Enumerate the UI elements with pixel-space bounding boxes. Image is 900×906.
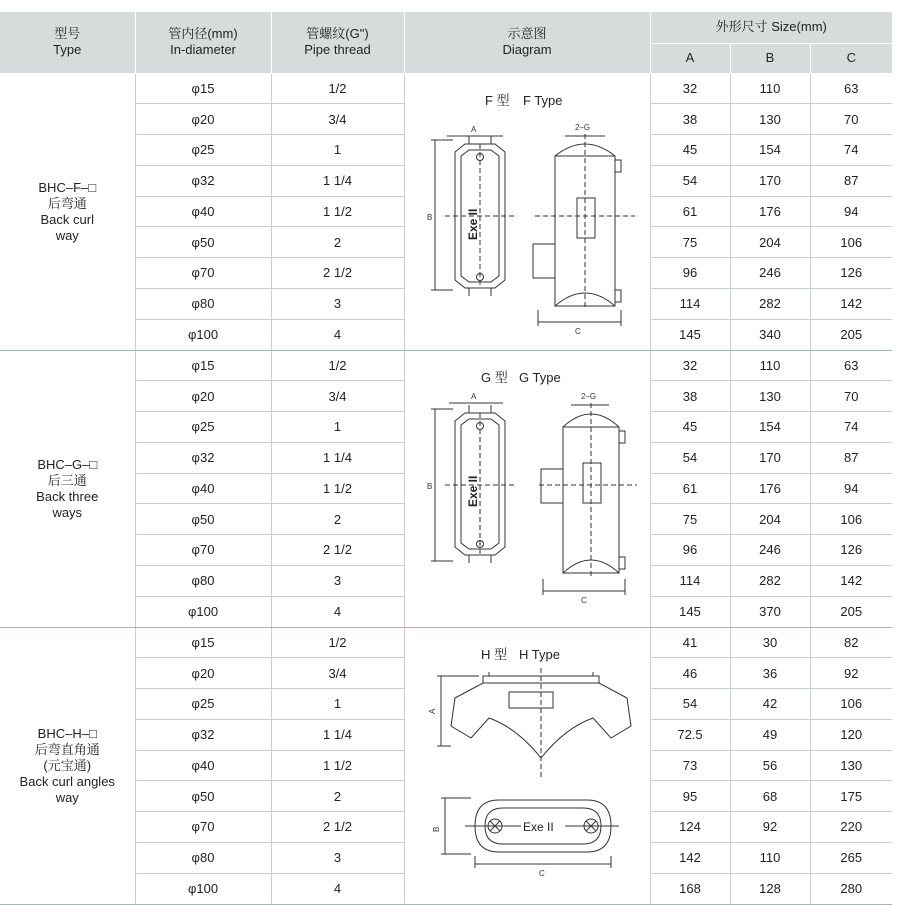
size-b-cell: 246 — [730, 258, 810, 289]
front-view — [427, 392, 515, 563]
exe-mark: Exe II — [522, 819, 554, 834]
diameter-cell: φ32 — [135, 165, 271, 196]
diameter-cell: φ25 — [135, 135, 271, 166]
thread-cell: 1 1/2 — [271, 196, 404, 227]
exe-mark: Exe II — [465, 208, 480, 240]
type-line: BHC–H–□ — [37, 725, 97, 741]
dim-2g-label: 2–G — [580, 391, 596, 401]
thread-cell: 4 — [271, 596, 404, 627]
diameter-cell: φ100 — [135, 873, 271, 904]
diameter-cell: φ70 — [135, 258, 271, 289]
thread-cell: 2 — [271, 781, 404, 812]
size-a-cell: 38 — [650, 381, 730, 412]
header-diagram — [404, 12, 650, 73]
type-cell — [0, 73, 135, 350]
header-type-cn: 型号 — [54, 26, 81, 42]
size-a-cell: 45 — [650, 135, 730, 166]
diagram-cell — [404, 627, 650, 904]
size-a-cell: 54 — [650, 442, 730, 473]
size-b-cell: 154 — [730, 135, 810, 166]
header-type-en: Type — [53, 42, 82, 58]
size-c-cell: 70 — [810, 104, 892, 135]
dim-b-label: B — [426, 212, 432, 222]
header-diam-en: In-diameter — [170, 42, 236, 58]
size-c-cell: 82 — [810, 627, 892, 658]
dim-a-label: A — [427, 708, 437, 714]
header-col-a: A — [650, 43, 730, 73]
type-cell — [0, 350, 135, 627]
dim-b-label: B — [431, 826, 441, 832]
header-diagram-cn: 示意图 — [507, 26, 547, 42]
size-a-cell: 72.5 — [650, 719, 730, 750]
diagram-cell — [404, 73, 650, 350]
size-b-cell: 204 — [730, 227, 810, 258]
size-c-cell: 120 — [810, 719, 892, 750]
thread-cell: 4 — [271, 319, 404, 350]
thread-cell: 1 1/4 — [271, 442, 404, 473]
size-a-cell: 73 — [650, 750, 730, 781]
diameter-cell: φ40 — [135, 196, 271, 227]
thread-cell: 3/4 — [271, 381, 404, 412]
diameter-cell: φ15 — [135, 350, 271, 381]
type-line: ways — [52, 504, 83, 520]
size-a-cell: 32 — [650, 350, 730, 381]
type-line: 后三通 — [47, 472, 87, 488]
diameter-cell: φ70 — [135, 812, 271, 843]
thread-cell: 1/2 — [271, 350, 404, 381]
size-c-cell: 126 — [810, 535, 892, 566]
thread-cell: 3 — [271, 565, 404, 596]
type-line: (元宝通) — [43, 757, 92, 773]
size-c-cell: 142 — [810, 565, 892, 596]
size-c-cell: 175 — [810, 781, 892, 812]
diameter-cell: φ100 — [135, 319, 271, 350]
diameter-cell: φ25 — [135, 412, 271, 443]
spec-table — [0, 12, 892, 905]
header-size: 外形尺寸 Size(mm) — [650, 12, 892, 43]
size-c-cell: 63 — [810, 350, 892, 381]
thread-cell: 2 1/2 — [271, 535, 404, 566]
diameter-cell: φ20 — [135, 104, 271, 135]
size-b-cell: 130 — [730, 381, 810, 412]
size-c-cell: 106 — [810, 227, 892, 258]
type-line: Back three — [36, 488, 99, 504]
type-line: Back curl angles — [19, 773, 115, 789]
size-b-cell: 110 — [730, 73, 810, 104]
dim-c-label: C — [580, 595, 587, 605]
size-c-cell: 106 — [810, 689, 892, 720]
f-type-diagram — [405, 74, 651, 350]
type-line: way — [55, 227, 79, 243]
size-a-cell: 96 — [650, 535, 730, 566]
diameter-cell: φ80 — [135, 565, 271, 596]
thread-cell: 3 — [271, 288, 404, 319]
type-line: 后弯直角通 — [34, 741, 100, 757]
header-thread-cn: 管螺纹(G") — [306, 26, 369, 42]
thread-cell: 1 1/4 — [271, 719, 404, 750]
size-a-cell: 145 — [650, 319, 730, 350]
size-c-cell: 205 — [810, 596, 892, 627]
table-body — [0, 73, 892, 904]
thread-cell: 1 1/2 — [271, 750, 404, 781]
size-b-cell: 282 — [730, 565, 810, 596]
header-diameter — [135, 12, 271, 73]
header-diagram-en: Diagram — [502, 42, 552, 58]
diagram-title-cn: F 型 — [484, 92, 510, 108]
size-c-cell: 280 — [810, 873, 892, 904]
diameter-cell: φ80 — [135, 842, 271, 873]
diagram-title-en: F Type — [522, 92, 563, 108]
dim-b-label: B — [426, 481, 432, 491]
size-c-cell: 74 — [810, 135, 892, 166]
size-b-cell: 246 — [730, 535, 810, 566]
size-c-cell: 94 — [810, 196, 892, 227]
table-row — [0, 350, 892, 381]
size-b-cell: 130 — [730, 104, 810, 135]
type-line: 后弯通 — [47, 195, 87, 211]
diameter-cell: φ15 — [135, 73, 271, 104]
diameter-cell: φ100 — [135, 596, 271, 627]
diameter-cell: φ20 — [135, 658, 271, 689]
thread-cell: 2 — [271, 227, 404, 258]
thread-cell: 3 — [271, 842, 404, 873]
thread-cell: 1/2 — [271, 627, 404, 658]
size-a-cell: 45 — [650, 412, 730, 443]
size-b-cell: 36 — [730, 658, 810, 689]
size-a-cell: 124 — [650, 812, 730, 843]
dim-a-label: A — [470, 391, 476, 401]
size-b-cell: 49 — [730, 719, 810, 750]
type-cell — [0, 627, 135, 904]
thread-cell: 3/4 — [271, 104, 404, 135]
size-a-cell: 168 — [650, 873, 730, 904]
size-c-cell: 87 — [810, 165, 892, 196]
size-c-cell: 106 — [810, 504, 892, 535]
size-c-cell: 74 — [810, 412, 892, 443]
thread-cell: 1 — [271, 412, 404, 443]
diameter-cell: φ50 — [135, 781, 271, 812]
size-b-cell: 128 — [730, 873, 810, 904]
diameter-cell: φ32 — [135, 442, 271, 473]
size-b-cell: 92 — [730, 812, 810, 843]
exe-mark: Exe II — [465, 475, 480, 507]
size-b-cell: 370 — [730, 596, 810, 627]
size-a-cell: 96 — [650, 258, 730, 289]
size-a-cell: 46 — [650, 658, 730, 689]
size-c-cell: 265 — [810, 842, 892, 873]
thread-cell: 4 — [271, 873, 404, 904]
type-line: BHC–F–□ — [38, 179, 97, 195]
size-b-cell: 30 — [730, 627, 810, 658]
size-a-cell: 75 — [650, 504, 730, 535]
size-b-cell: 42 — [730, 689, 810, 720]
g-type-diagram — [405, 351, 651, 627]
type-line: Back curl — [40, 211, 94, 227]
size-b-cell: 68 — [730, 781, 810, 812]
diagram-title-en: G Type — [518, 369, 561, 385]
diameter-cell: φ80 — [135, 288, 271, 319]
header-thread-en: Pipe thread — [304, 42, 371, 58]
thread-cell: 1/2 — [271, 73, 404, 104]
size-b-cell: 340 — [730, 319, 810, 350]
size-c-cell: 87 — [810, 442, 892, 473]
size-a-cell: 61 — [650, 473, 730, 504]
diameter-cell: φ20 — [135, 381, 271, 412]
size-b-cell: 110 — [730, 350, 810, 381]
thread-cell: 2 1/2 — [271, 812, 404, 843]
diameter-cell: φ15 — [135, 627, 271, 658]
thread-cell: 1 — [271, 689, 404, 720]
thread-cell: 3/4 — [271, 658, 404, 689]
side-view — [539, 392, 637, 605]
size-a-cell: 61 — [650, 196, 730, 227]
table-row — [0, 73, 892, 104]
size-b-cell: 154 — [730, 412, 810, 443]
size-a-cell: 54 — [650, 689, 730, 720]
header-col-c: C — [810, 43, 892, 73]
h-type-diagram — [405, 628, 651, 904]
type-line: way — [55, 789, 79, 805]
table-header — [0, 12, 892, 73]
header-thread — [271, 12, 404, 73]
size-c-cell: 142 — [810, 288, 892, 319]
dim-c-label: C — [574, 326, 581, 336]
diagram-cell — [404, 350, 650, 627]
size-a-cell: 114 — [650, 565, 730, 596]
size-b-cell: 204 — [730, 504, 810, 535]
size-c-cell: 205 — [810, 319, 892, 350]
table-row — [0, 627, 892, 658]
diameter-cell: φ40 — [135, 750, 271, 781]
size-c-cell: 70 — [810, 381, 892, 412]
diagram-title-cn: G 型 — [480, 369, 508, 385]
size-c-cell: 220 — [810, 812, 892, 843]
header-type — [0, 12, 135, 73]
top-view — [428, 668, 631, 778]
diameter-cell: φ70 — [135, 535, 271, 566]
thread-cell: 1 — [271, 135, 404, 166]
thread-cell: 1 1/4 — [271, 165, 404, 196]
size-b-cell: 176 — [730, 196, 810, 227]
thread-cell: 2 1/2 — [271, 258, 404, 289]
size-a-cell: 142 — [650, 842, 730, 873]
size-c-cell: 92 — [810, 658, 892, 689]
size-b-cell: 170 — [730, 442, 810, 473]
size-a-cell: 32 — [650, 73, 730, 104]
size-b-cell: 110 — [730, 842, 810, 873]
diagram-title-cn: H 型 — [480, 646, 507, 662]
thread-cell: 1 1/2 — [271, 473, 404, 504]
size-a-cell: 41 — [650, 627, 730, 658]
size-b-cell: 170 — [730, 165, 810, 196]
size-b-cell: 176 — [730, 473, 810, 504]
size-a-cell: 95 — [650, 781, 730, 812]
side-view — [533, 123, 635, 336]
diagram-title-en: H Type — [518, 646, 560, 662]
size-a-cell: 38 — [650, 104, 730, 135]
dim-c-label: C — [538, 868, 545, 878]
diameter-cell: φ50 — [135, 227, 271, 258]
header-col-b: B — [730, 43, 810, 73]
size-a-cell: 54 — [650, 165, 730, 196]
header-diam-cn: 管内径(mm) — [168, 26, 238, 42]
size-a-cell: 114 — [650, 288, 730, 319]
front-view — [427, 125, 515, 296]
size-a-cell: 75 — [650, 227, 730, 258]
dim-a-label: A — [470, 124, 476, 134]
diameter-cell: φ32 — [135, 719, 271, 750]
size-c-cell: 130 — [810, 750, 892, 781]
diameter-cell: φ25 — [135, 689, 271, 720]
size-c-cell: 94 — [810, 473, 892, 504]
diameter-cell: φ40 — [135, 473, 271, 504]
size-b-cell: 282 — [730, 288, 810, 319]
size-b-cell: 56 — [730, 750, 810, 781]
diameter-cell: φ50 — [135, 504, 271, 535]
type-line: BHC–G–□ — [37, 456, 98, 472]
size-c-cell: 126 — [810, 258, 892, 289]
thread-cell: 2 — [271, 504, 404, 535]
size-c-cell: 63 — [810, 73, 892, 104]
size-a-cell: 145 — [650, 596, 730, 627]
bottom-view — [432, 798, 619, 878]
dim-2g-label: 2–G — [574, 122, 590, 132]
